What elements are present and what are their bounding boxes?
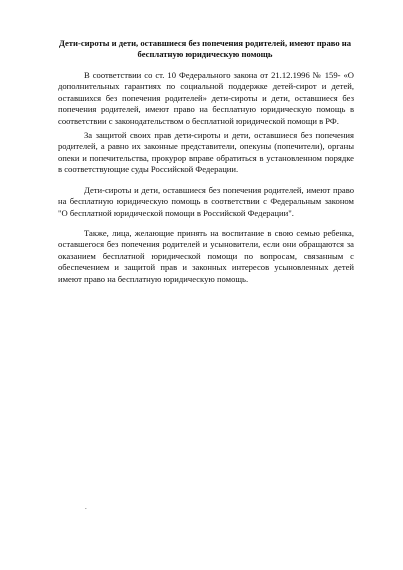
paragraph-3: Дети-сироты и дети, оставшиеся без попечения родителей, имеют право на бесплатную юридическую помощь в соответствии с Федеральным законом "О бесплатной юридической помощи в Российской Федерации". bbox=[58, 185, 354, 218]
document-title: Дети-сироты и дети, оставшиеся без попечения родителей, имеют право на бесплатную юридическую помощь bbox=[58, 38, 352, 59]
paragraph-2: За защитой своих прав дети-сироты и дети, оставшиеся без попечения родителей, а равно их законные представители, опекуны (попечители), органы опеки и попечительства, прокурор вправе обратиться в установленном порядке в соответствующие суды Российской Федерации. bbox=[58, 130, 354, 175]
paragraph-1: В соответствии со ст. 10 Федерального закона от 21.12.1996 № 159- «О дополнительных гарантиях по социальной поддержке детей-сирот и детей, оставшихся без попечения родителей» дети-сироты и дети, оставшиеся без попечения родителей, имеют право на бесплатную юридическую помощь в соответствии с законодательством о бесплатной юридической помощи в РФ. bbox=[58, 70, 354, 126]
footer-mark: . bbox=[85, 503, 87, 511]
paragraph-4: Также, лица, желающие принять на воспитание в свою семью ребенка, оставшегося без попечения родителей и усыновители, если они обращаются за оказанием бесплатной юридической помощи по вопросам, связанным с обеспечением и защитой прав и законных интересов усыновленных детей имеют право на бесплатную юридическую помощь. bbox=[58, 228, 354, 284]
